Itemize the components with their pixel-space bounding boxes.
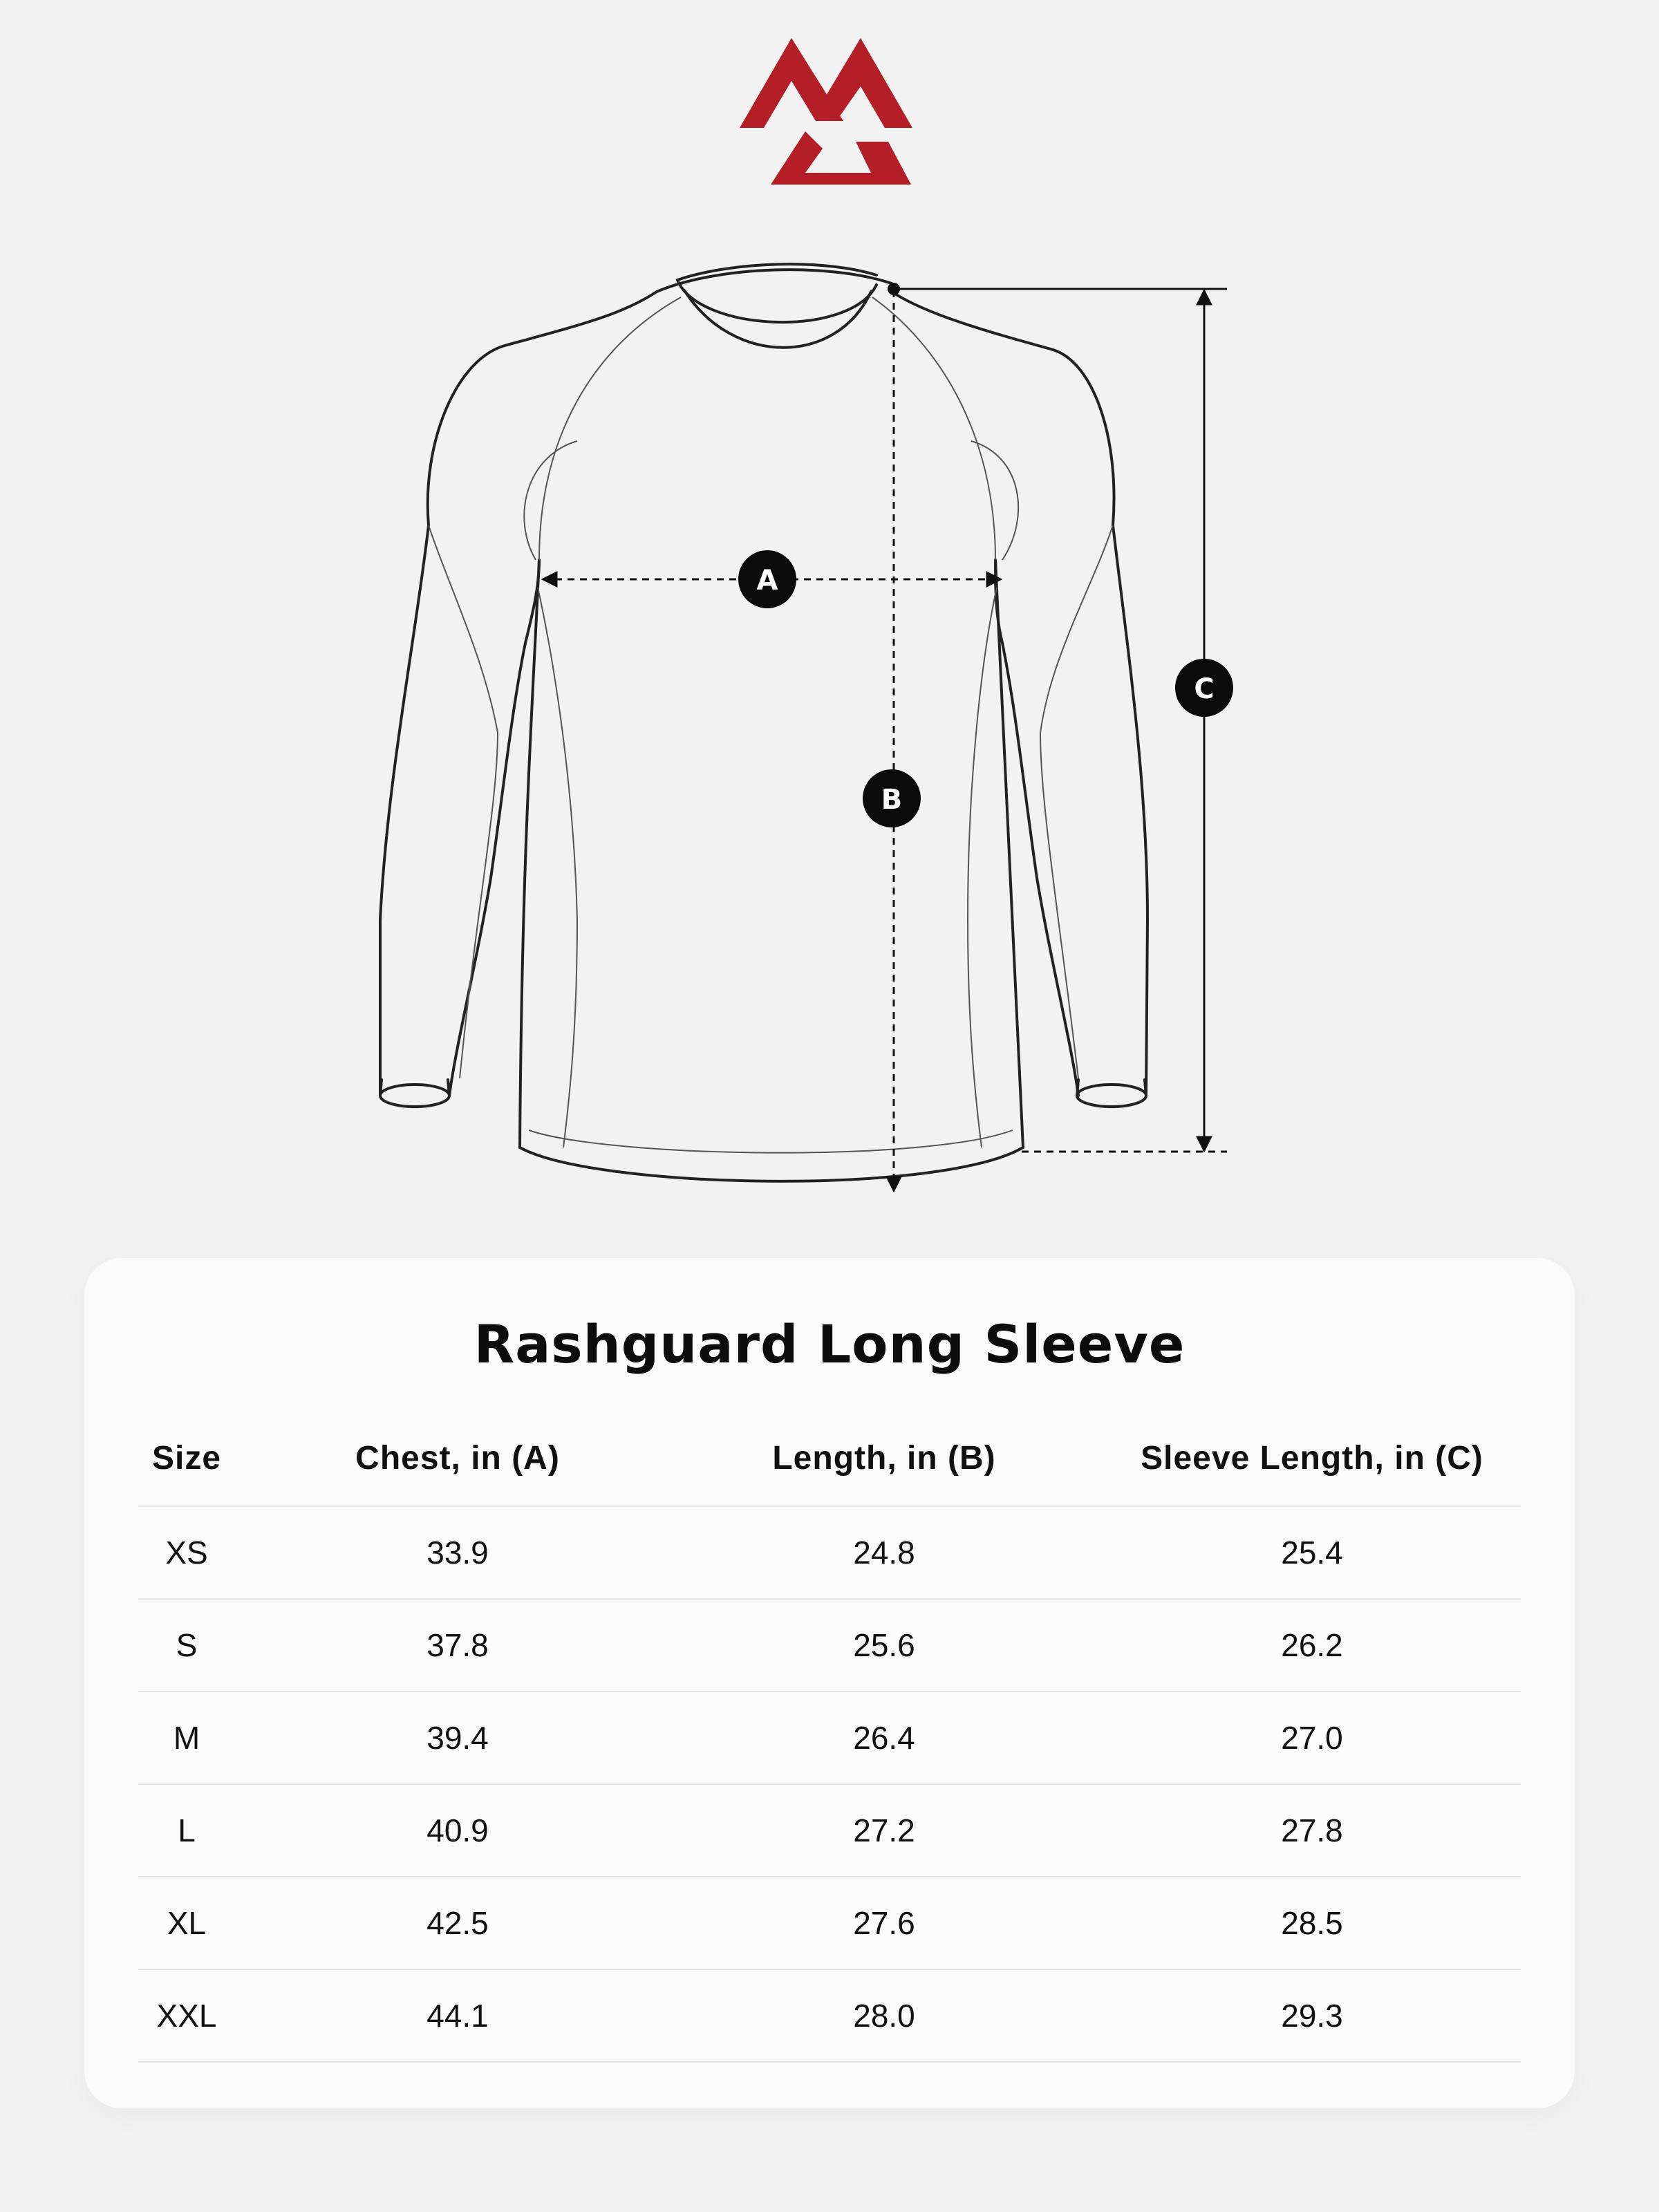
sleeve-length-cell: 28.5: [1281, 1905, 1343, 1941]
shoulder-point: [888, 283, 900, 295]
size-table: [138, 1410, 1521, 2063]
size-cell: XXL: [156, 1998, 217, 2034]
table-row: [138, 1877, 1521, 1970]
marker-b-badge: [863, 769, 921, 827]
table-row: [138, 1785, 1521, 1877]
table-row: [138, 1692, 1521, 1785]
table-row: [138, 1970, 1521, 2063]
column-header-chest: Chest, in (A): [355, 1439, 560, 1477]
length-cell: 26.4: [853, 1720, 915, 1756]
measurement-lines: [543, 289, 1227, 1191]
logo-triangle-shapes: [740, 38, 912, 185]
marker-b-label: B: [881, 784, 903, 816]
column-header-sleeve-length: Sleeve Length, in (C): [1141, 1439, 1483, 1477]
brand-logo-icon: [740, 38, 912, 190]
sleeve-length-cell: 25.4: [1281, 1535, 1343, 1571]
size-chart-title: Rashguard Long Sleeve: [474, 1313, 1185, 1375]
size-cell: XL: [167, 1905, 207, 1941]
size-cell: XS: [165, 1535, 208, 1571]
size-cell: L: [178, 1812, 196, 1848]
length-cell: 25.6: [853, 1627, 915, 1663]
sleeve-length-cell: 29.3: [1281, 1998, 1343, 2034]
table-header-row: [138, 1410, 1521, 1507]
marker-a-badge: [738, 550, 796, 608]
sleeve-length-cell: 27.0: [1281, 1720, 1343, 1756]
chest-cell: 44.1: [427, 1998, 489, 2034]
size-cell: M: [173, 1720, 200, 1756]
rashguard-measurement-diagram: [0, 228, 1659, 1230]
chest-cell: 33.9: [427, 1535, 489, 1571]
chest-cell: 39.4: [427, 1720, 489, 1756]
size-cell: S: [176, 1627, 198, 1663]
table-row: [138, 1600, 1521, 1692]
column-header-size: Size: [151, 1439, 222, 1477]
length-cell: 27.6: [853, 1905, 915, 1941]
sleeve-length-cell: 27.8: [1281, 1812, 1343, 1848]
table-row: [138, 1507, 1521, 1600]
chest-cell: 40.9: [427, 1812, 489, 1848]
length-cell: 27.2: [853, 1812, 915, 1848]
size-chart-card: [84, 1258, 1575, 2108]
length-cell: 24.8: [853, 1535, 915, 1571]
marker-a-label: A: [756, 565, 778, 597]
marker-c-badge: [1175, 659, 1233, 717]
sleeve-length-cell: 26.2: [1281, 1627, 1343, 1663]
length-cell: 28.0: [853, 1998, 915, 2034]
marker-c-label: C: [1194, 673, 1215, 705]
chest-cell: 42.5: [427, 1905, 489, 1941]
column-header-length: Length, in (B): [772, 1439, 996, 1477]
chest-cell: 37.8: [427, 1627, 489, 1663]
